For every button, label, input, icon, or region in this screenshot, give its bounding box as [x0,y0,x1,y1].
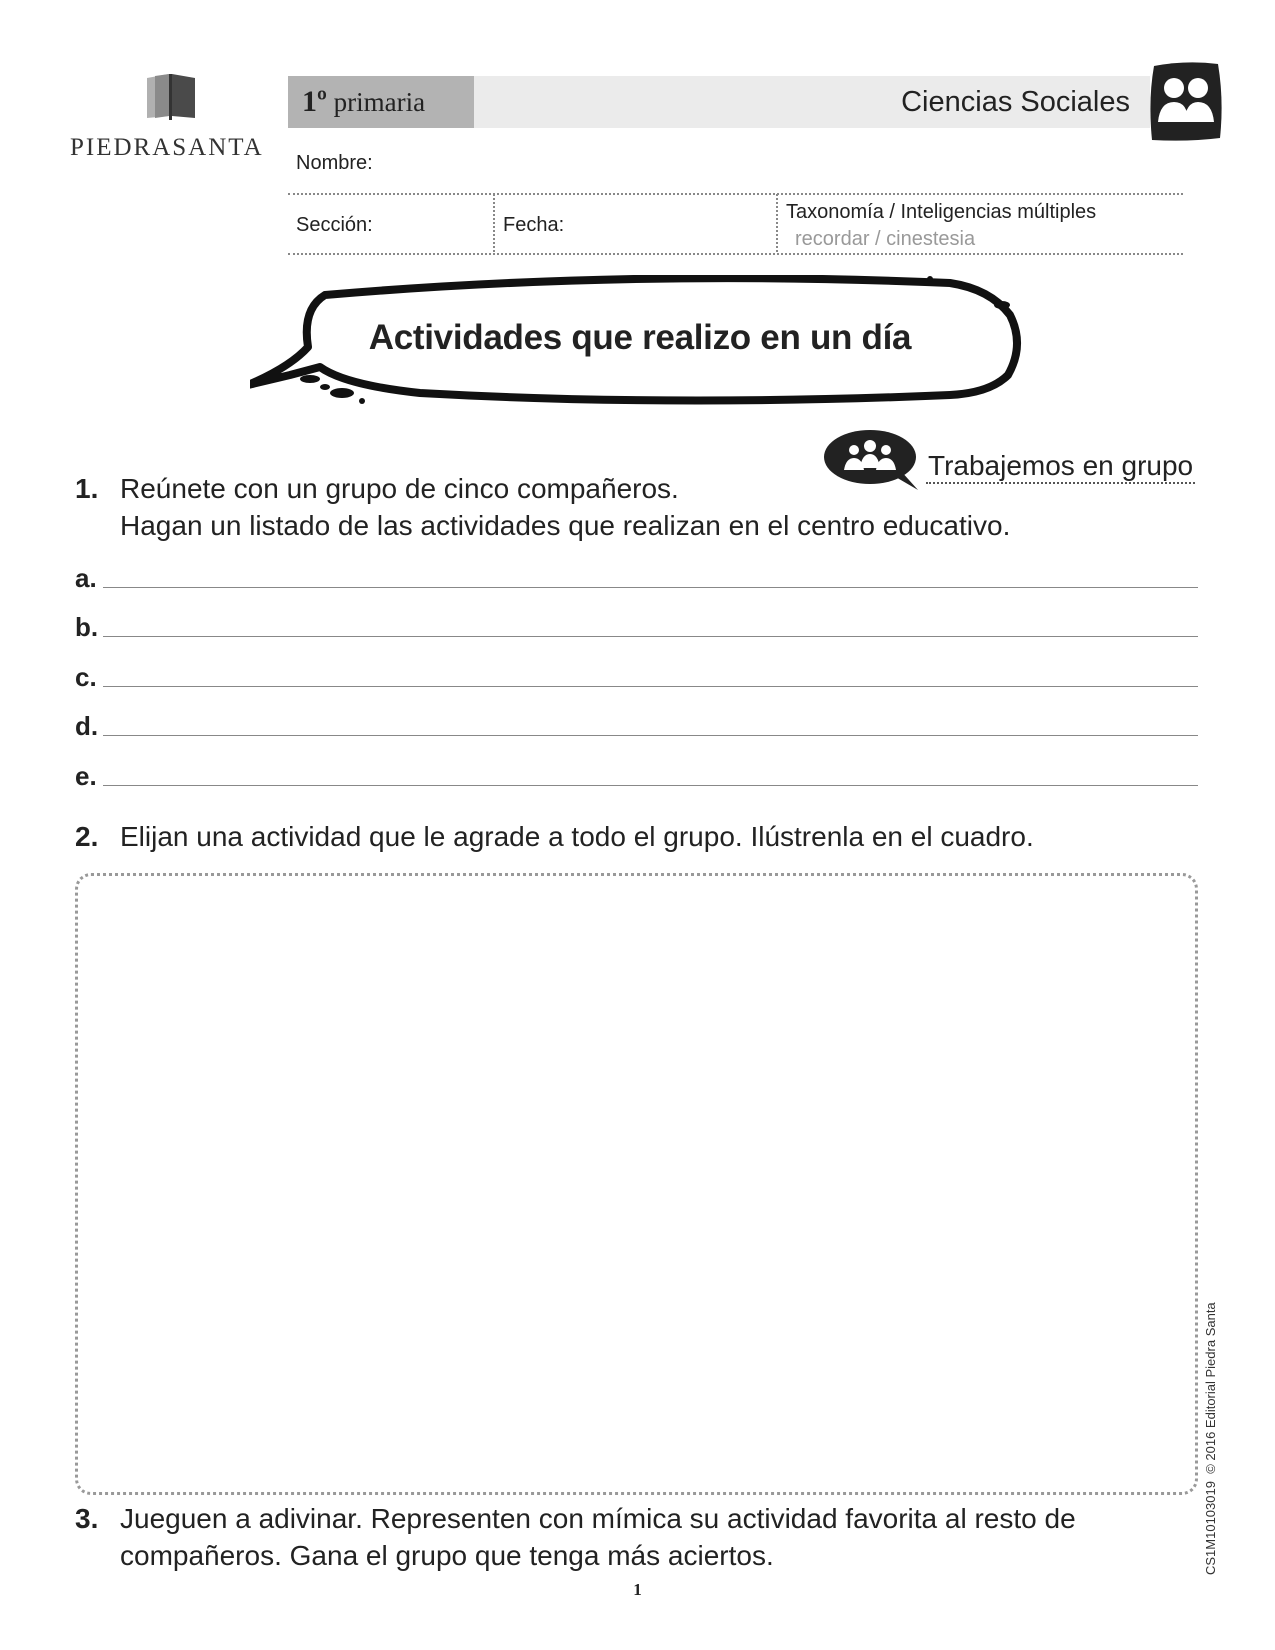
answer-letter: e. [75,761,97,791]
question-text: Reúnete con un grupo de cinco compañeros. [120,473,679,504]
writing-line[interactable] [103,587,1198,588]
taxonomy-value: recordar / cinestesia [795,228,976,250]
question-1 [75,470,1010,544]
question-text: compañeros. Gana el grupo que tenga más aciertos. [120,1540,774,1571]
divider [776,194,778,252]
question-text: Jueguen a adivinar. Representen con mímica su actividad favorita al resto de [120,1503,1076,1534]
divider [493,194,495,252]
publisher-logo [70,72,265,162]
section-label: Sección: [296,214,373,236]
question-number: 2. [75,821,99,852]
question-number: 3. [75,1503,99,1534]
writing-line[interactable] [103,785,1198,786]
answer-line-e[interactable] [75,746,1198,791]
people-icon [1148,60,1224,144]
worksheet-title: Actividades que realizo en un día [368,318,912,357]
answer-line-b[interactable] [75,597,1198,642]
question-3 [75,1500,1076,1574]
grade-text: primaria [333,87,426,117]
drawing-area[interactable] [75,873,1198,1495]
group-work-label: Trabajemos en grupo [926,450,1195,484]
answer-line-a[interactable] [75,548,1198,593]
question-text: Elijan una actividad que le agrade a todo el grupo. Ilústrenla en el cuadro. [120,821,1034,852]
divider [288,253,1183,255]
grade-label [288,76,474,128]
answer-letter: c. [75,662,97,692]
writing-line[interactable] [103,636,1198,637]
question-text: Hagan un listado de las actividades que realizan en el centro educativo. [120,510,1011,541]
writing-line[interactable] [103,735,1198,736]
grade-number: 1º [302,85,327,118]
answer-line-c[interactable] [75,647,1198,692]
book-icon [145,72,197,122]
question-number: 1. [75,473,99,504]
answer-letter: d. [75,711,99,741]
copyright-text: © 2016 Editorial Piedra Santa [1203,1302,1218,1474]
question-2 [75,818,1034,855]
subject-title: Ciencias Sociales [901,86,1130,118]
divider [288,193,1183,195]
page-number: 1 [633,1580,642,1599]
product-code: CS1M10103019 [1203,1481,1218,1575]
copyright-notice [1203,1302,1218,1575]
logo-text: PIEDRASANTA [70,134,264,161]
answer-letter: a. [75,563,97,593]
taxonomy-label: Taxonomía / Inteligencias múltiples [786,201,1097,223]
date-label: Fecha: [503,214,565,236]
answer-letter: b. [75,612,99,642]
writing-line[interactable] [103,686,1198,687]
answer-line-d[interactable] [75,696,1198,741]
name-label: Nombre: [296,152,373,174]
